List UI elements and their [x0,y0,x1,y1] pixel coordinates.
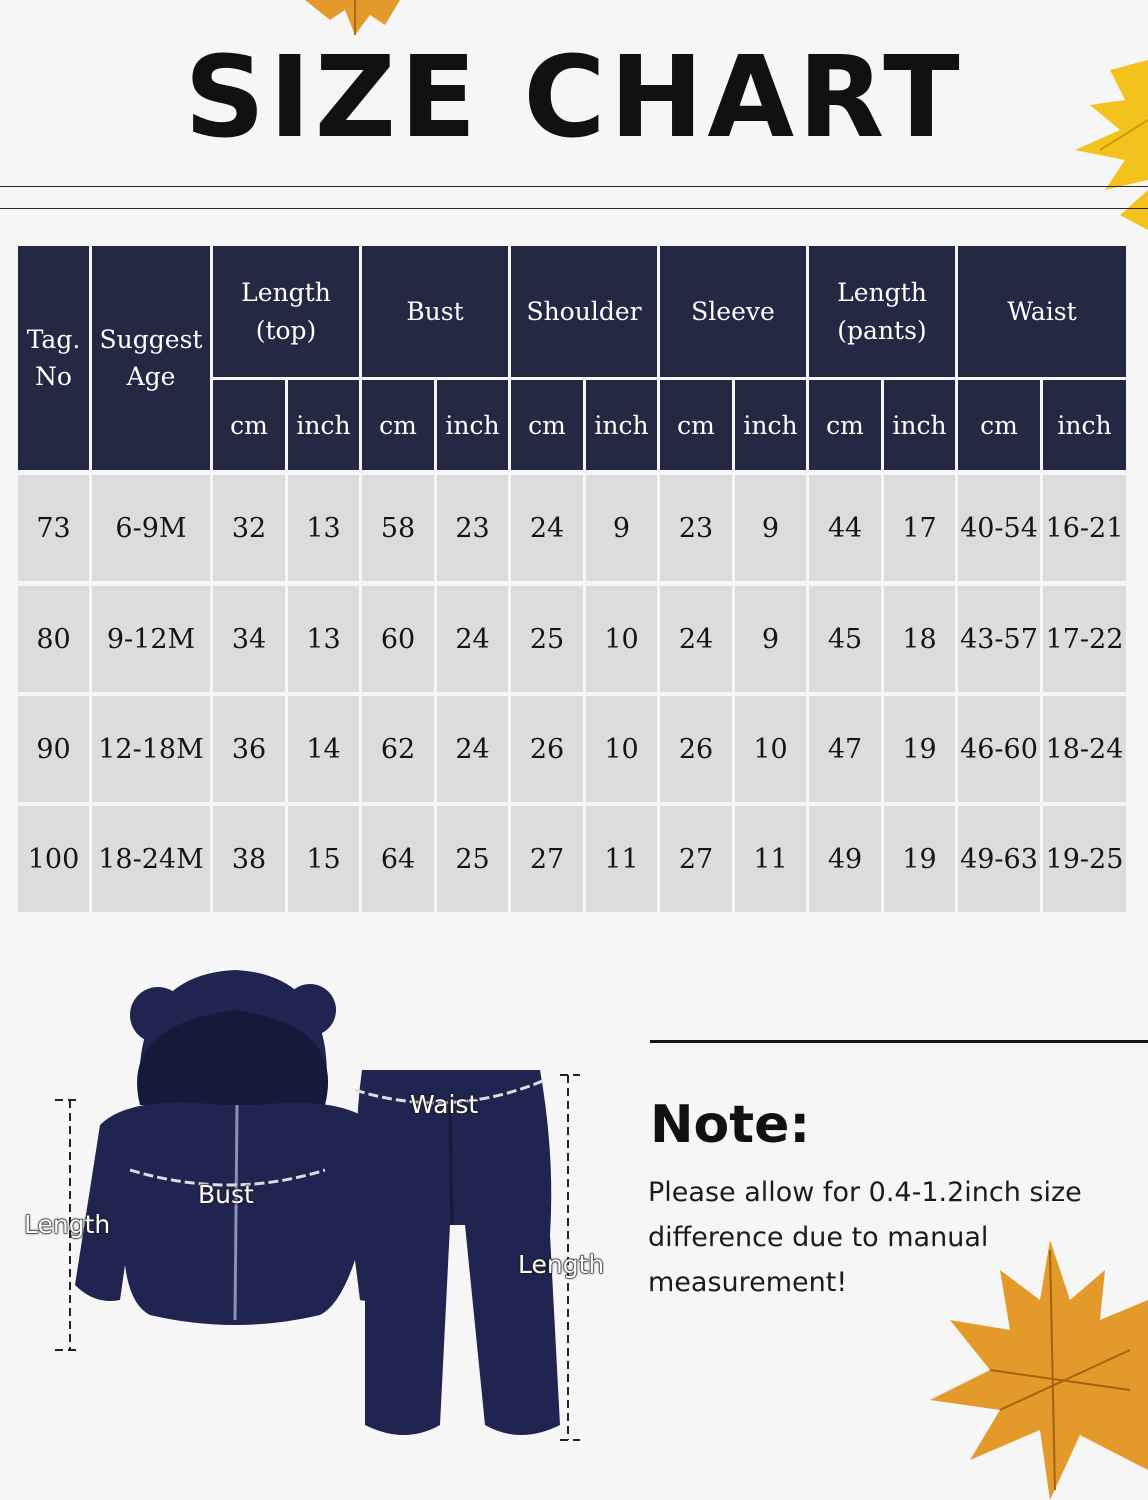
header-suggest-age: Suggest Age [92,246,210,470]
table-cell: 100 [18,806,89,912]
table-cell: 26 [511,696,583,802]
unit-header-cm: cm [213,380,285,470]
title-divider-bottom [0,208,1148,209]
table-cell: 45 [809,586,881,692]
table-cell: 19-25 [1043,806,1126,912]
length-pants-label: Length [518,1250,605,1279]
table-cell: 47 [809,696,881,802]
header-tag-no: Tag. No [18,246,89,470]
table-cell: 23 [437,475,508,581]
table-cell: 64 [362,806,434,912]
note-title: Note: [650,1095,811,1155]
unit-header-inch: inch [586,380,657,470]
table-cell: 38 [213,806,285,912]
unit-header-cm: cm [809,380,881,470]
table-cell: 40-54 [958,475,1040,581]
unit-header-cm: cm [362,380,434,470]
unit-header-inch: inch [1043,380,1126,470]
table-cell: 32 [213,475,285,581]
table-cell: 17 [884,475,955,581]
table-cell: 9 [735,475,806,581]
header-length-pants: Length (pants) [809,246,955,377]
table-cell: 23 [660,475,732,581]
table-cell: 49 [809,806,881,912]
jacket-icon [75,970,400,1325]
table-cell: 27 [660,806,732,912]
table-cell: 13 [288,475,359,581]
page-title: SIZE CHART [184,33,964,163]
table-cell: 90 [18,696,89,802]
table-cell: 73 [18,475,89,581]
table-cell: 24 [660,586,732,692]
table-cell: 10 [735,696,806,802]
table-cell: 10 [586,586,657,692]
waist-label: Waist [410,1090,479,1119]
unit-header-cm: cm [511,380,583,470]
table-cell: 43-57 [958,586,1040,692]
table-cell: 6-9M [92,475,210,581]
header-waist: Waist [958,246,1126,377]
bust-label: Bust [198,1180,254,1209]
table-cell: 9 [586,475,657,581]
table-cell: 24 [511,475,583,581]
table-cell: 80 [18,586,89,692]
table-cell: 24 [437,696,508,802]
table-cell: 16-21 [1043,475,1126,581]
table-cell: 25 [511,586,583,692]
length-top-label: Length [24,1210,111,1239]
unit-header-inch: inch [884,380,955,470]
table-cell: 9 [735,586,806,692]
table-cell: 18-24 [1043,696,1126,802]
table-cell: 18 [884,586,955,692]
table-cell: 19 [884,806,955,912]
table-cell: 34 [213,586,285,692]
unit-header-inch: inch [735,380,806,470]
header-bust: Bust [362,246,508,377]
table-cell: 24 [437,586,508,692]
header-sleeve: Sleeve [660,246,806,377]
unit-header-cm: cm [660,380,732,470]
table-cell: 13 [288,586,359,692]
table-cell: 27 [511,806,583,912]
table-cell: 12-18M [92,696,210,802]
table-cell: 11 [586,806,657,912]
header-shoulder: Shoulder [511,246,657,377]
table-cell: 18-24M [92,806,210,912]
unit-header-inch: inch [288,380,359,470]
table-cell: 49-63 [958,806,1040,912]
table-cell: 25 [437,806,508,912]
garment-diagram [20,955,640,1455]
unit-header-cm: cm [958,380,1040,470]
table-cell: 44 [809,475,881,581]
table-cell: 46-60 [958,696,1040,802]
header-length-top: Length (top) [213,246,359,377]
table-cell: 15 [288,806,359,912]
table-cell: 14 [288,696,359,802]
note-text: Please allow for 0.4-1.2inch size difference due to manual measurement! [648,1177,1082,1298]
note-divider [650,1040,1148,1043]
unit-header-inch: inch [437,380,508,470]
table-cell: 11 [735,806,806,912]
table-cell: 9-12M [92,586,210,692]
table-cell: 19 [884,696,955,802]
table-cell: 58 [362,475,434,581]
table-cell: 62 [362,696,434,802]
table-cell: 60 [362,586,434,692]
table-cell: 10 [586,696,657,802]
table-cell: 36 [213,696,285,802]
table-cell: 26 [660,696,732,802]
title-divider-top [0,186,1148,187]
table-cell: 17-22 [1043,586,1126,692]
